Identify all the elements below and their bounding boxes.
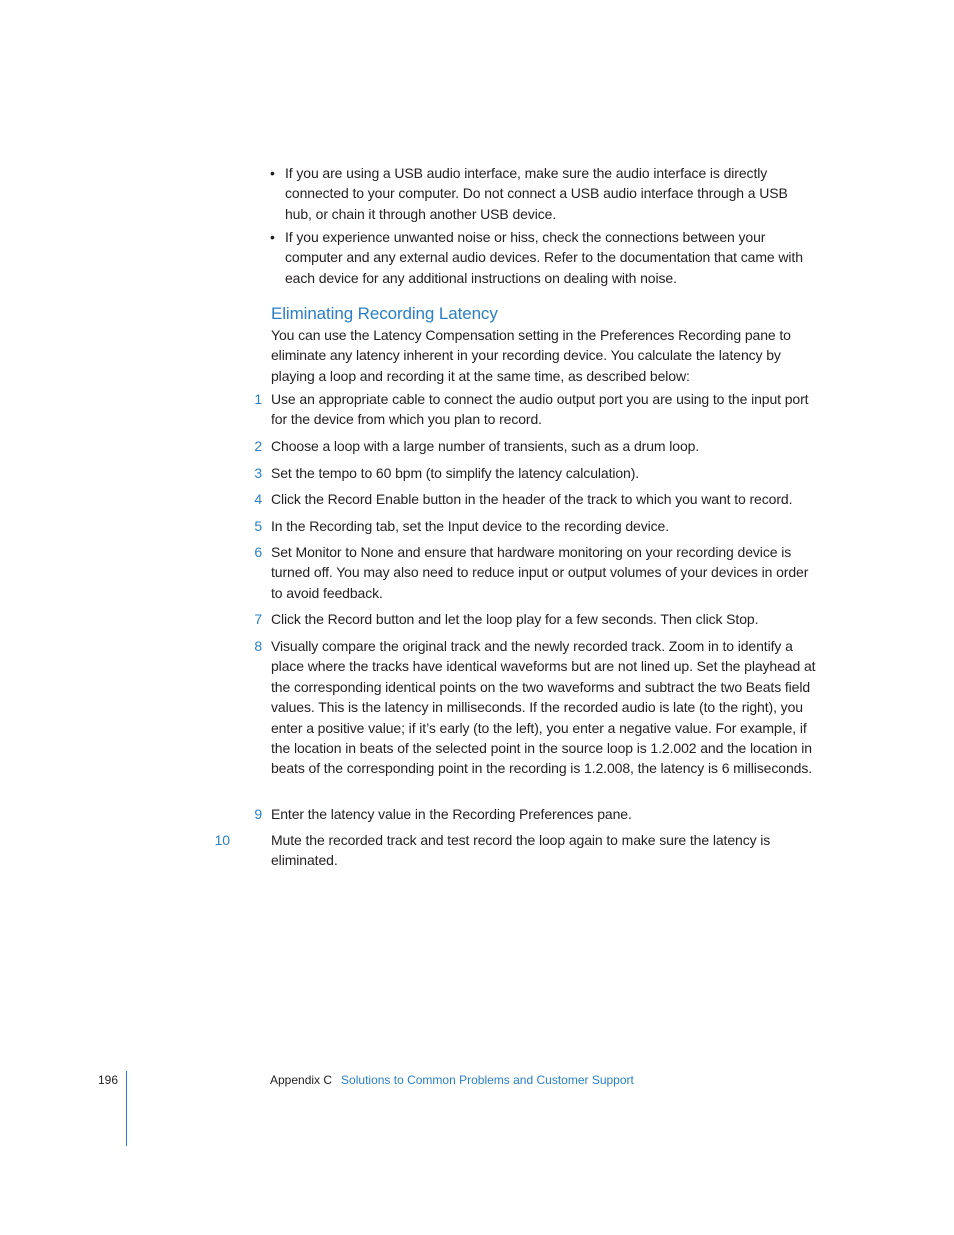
bullet-text: If you are using a USB audio interface, make sure the audio interface is directly connected to your computer. Do not connect a USB audio interface through a USB hub, or chain it through another USB device. <box>285 165 788 222</box>
step-item <box>254 542 823 603</box>
step-number: 8 <box>254 638 262 654</box>
step-text: Choose a loop with a large number of transients, such as a drum loop. <box>271 438 700 454</box>
step-number: 4 <box>254 491 262 507</box>
step-text: Click the Record Enable button in the header of the track to which you want to record. <box>271 491 793 507</box>
step-item <box>214 830 791 871</box>
step-number: 2 <box>254 438 262 454</box>
step-number: 9 <box>254 806 262 822</box>
step-number: 10 <box>214 832 230 848</box>
step-item <box>254 489 823 509</box>
step-text: Click the Record button and let the loop play for a few seconds. Then click Stop. <box>271 611 759 627</box>
step-number: 3 <box>254 465 262 481</box>
section-intro: You can use the Latency Compensation setting in the Preferences Recording pane to eliminate any latency inherent in your recording device. You calculate the latency by playing a loop and recording it at the same time, as described below: <box>271 327 791 384</box>
step-text: Mute the recorded track and test record the loop again to make sure the latency is eliminated. <box>271 832 771 869</box>
step-number: 5 <box>254 518 262 534</box>
footer-appendix-label: Appendix C <box>270 1073 333 1087</box>
bullet-item <box>270 227 815 288</box>
footer-divider <box>126 1071 127 1146</box>
footer-chapter <box>270 1072 634 1088</box>
step-text: Enter the latency value in the Recording Preferences pane. <box>271 806 632 822</box>
section-heading: Eliminating Recording Latency <box>271 304 498 323</box>
step-item <box>254 463 823 483</box>
step-item <box>254 609 823 629</box>
step-text: Use an appropriate cable to connect the audio output port you are using to the input port for the device from which you plan to record. <box>271 391 809 428</box>
bullet-item <box>270 163 815 224</box>
step-text: In the Recording tab, set the Input device to the recording device. <box>271 518 669 534</box>
page-number: 196 <box>98 1073 119 1087</box>
step-item <box>254 436 823 456</box>
step-text: Set Monitor to None and ensure that hardware monitoring on your recording device is turned off. You may also need to reduce input or output volumes of your devices in order to avoid feedback. <box>271 544 809 601</box>
step-number: 6 <box>254 544 262 560</box>
step-item <box>254 516 823 536</box>
bullet-mark: • <box>270 229 275 245</box>
step-item <box>254 804 823 824</box>
step-text: Set the tempo to 60 bpm (to simplify the latency calculation). <box>271 465 640 481</box>
step-number: 7 <box>254 611 262 627</box>
bullet-mark: • <box>270 165 275 181</box>
footer-chapter-title: Solutions to Common Problems and Customer Support <box>341 1073 634 1087</box>
step-number: 1 <box>254 391 262 407</box>
bullet-text: If you experience unwanted noise or hiss, check the connections between your computer and any external audio devices. Refer to the documentation that came with each device for any additional instructions on dealing with noise. <box>285 229 803 286</box>
step-item <box>254 636 823 779</box>
step-item <box>254 389 823 430</box>
step-text: Visually compare the original track and the newly recorded track. Zoom in to identify a place where the tracks have identical waveforms but are not lined up. Set the playhead at the corresponding identical points on the two waveforms and subtract the two Beats field values. This is the latency in milliseconds. If the recorded audio is late (to the right), you enter a positive value; if it’s early (to the left), you enter a negative value. For example, if the location in beats of the selected point in the source loop is 1.2.002 and the location in beats of the corresponding point in the recording is 1.2.008, the latency is 6 milliseconds. <box>271 638 816 777</box>
